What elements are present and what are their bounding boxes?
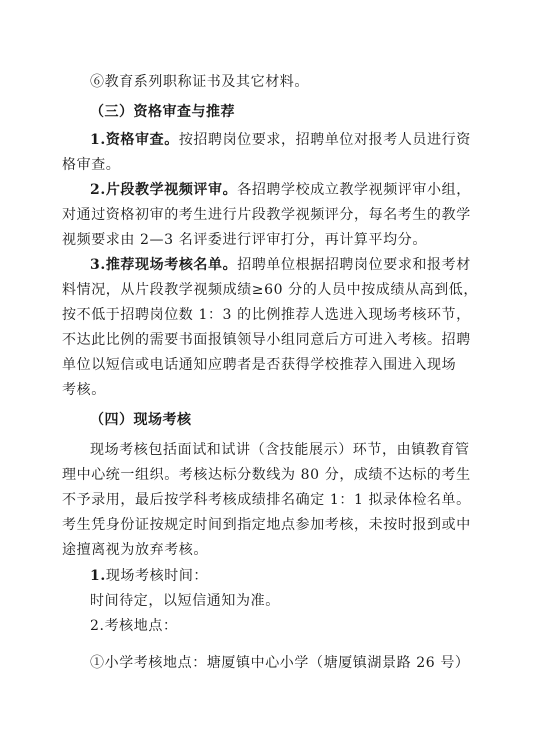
paragraph-line: ①小学考核地点：塘厦镇中心小学（塘厦镇湖景路 26 号） [90,655,470,671]
paragraph-line: 料情况，从片段教学视频成绩≥60 分的人员中按成绩从高到低， [62,282,478,298]
item-title: 推荐现场考核名单。 [105,257,238,273]
paragraph-line: 考生凭身份证按规定时间到指定地点参加考核，未按时报到或中 [62,517,471,533]
item-title: 资格审查。 [105,132,179,148]
paragraph-line: 单位以短信或电话通知应聘者是否获得学校推荐入围进入现场 [62,357,457,373]
paragraph-line: 理中心统一组织。考核达标分数线为 80 分，成绩不达标的考生 [62,467,471,483]
item-text: 现场考核时间： [105,568,209,584]
item-number: 1. [90,568,106,584]
item-text: 招聘单位根据招聘岗位要求和报考材 [237,257,471,273]
paragraph-line: 按不低于招聘岗位数 1：3 的比例推荐人选进入现场考核环节， [62,307,471,323]
paragraph-line [90,181,471,199]
item-text: 各招聘学校成立教学视频评审小组， [237,182,471,198]
item-number: 1. [90,132,106,148]
item-text: 按招聘岗位要求，招聘单位对报考人员进行资 [178,132,471,148]
paragraph-line: 不达此比例的需要书面报镇领导小组同意后方可进入考核。招聘 [62,332,471,348]
paragraph-line: 对通过资格初审的考生进行片段教学视频评分，每名考生的教学 [62,207,471,223]
paragraph-line: 视频要求由 2—3 名评委进行评审打分，再计算平均分。 [62,232,427,248]
item-number: 3. [90,257,106,273]
paragraph-line: 不予录用，最后按学科考核成绩排名确定 1：1 拟录体检名单。 [62,492,471,508]
paragraph-line [90,617,178,635]
paragraph-line [90,131,471,149]
paragraph-line [90,256,471,274]
item-number: 2. [90,618,105,634]
item-number: 2. [90,182,106,198]
paragraph-line: 现场考核包括面试和试讲（含技能展示）环节，由镇教育管 [90,442,470,458]
paragraph-line: 途擅离视为放弃考核。 [62,542,208,558]
item-title: 片段教学视频评审。 [105,182,238,198]
paragraph-line [90,567,208,585]
section-heading: （三）资格审查与推荐 [90,104,235,120]
item-text: 考核地点： [104,618,178,634]
paragraph-line: 考核。 [62,382,106,398]
section-heading: （四）现场考核 [90,412,192,428]
paragraph-line: ⑥教育系列职称证书及其它材料。 [90,74,309,90]
paragraph-line: 格审查。 [62,157,121,173]
paragraph-line: 时间待定，以短信通知为准。 [90,593,280,609]
